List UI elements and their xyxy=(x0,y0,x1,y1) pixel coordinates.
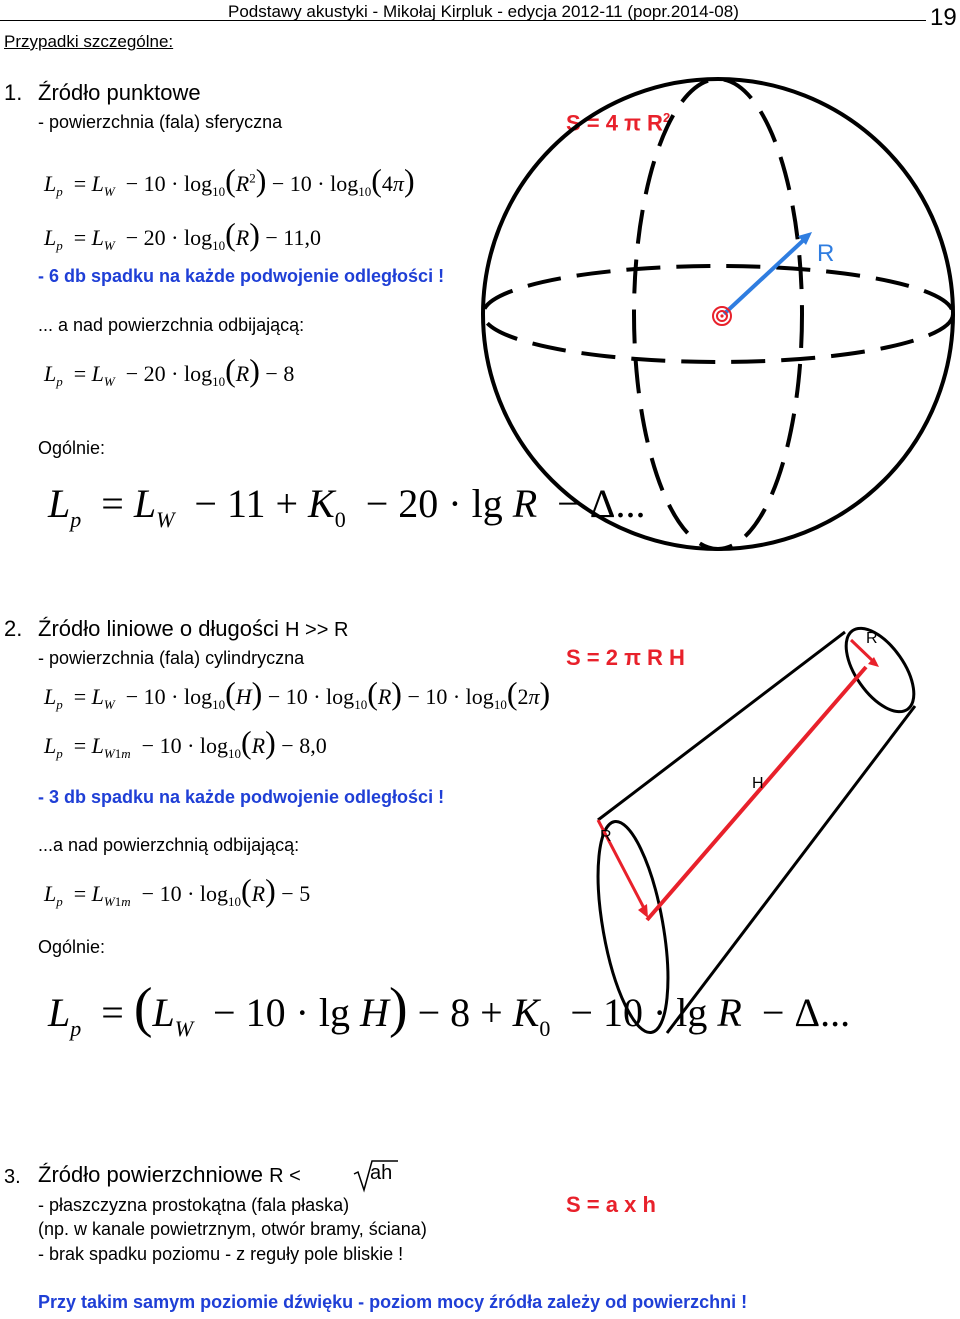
eq1-3-const: 8 xyxy=(283,361,295,386)
section3-no-decay: - brak spadku poziomu - z reguły pole bliskie ! xyxy=(38,1244,404,1264)
section2-title-rest: H >> R xyxy=(285,619,349,641)
eq1-1: $L_p = L_W - 10 \cdot \log_{10}(R^2) - 10 \cdot \log_{10}(4\pi)$ xyxy=(44,162,415,199)
eq2-3-const: 5 xyxy=(299,881,311,906)
running-header: Podstawy akustyki - Mikołaj Kirpluk - edycja 2012-11 (popr.2014-08) xyxy=(228,2,739,21)
cylinder-label-R-top: R xyxy=(866,630,878,647)
eq2-2: $L_p = L_{W1m} - 10 \cdot \log_{10}(R) - 8,0$ xyxy=(44,724,327,761)
eq2-3: $L_p = L_{W1m} - 10 \cdot \log_{10}(R) - 5$ xyxy=(44,872,311,909)
section2-title-text: Źródło liniowe o długości xyxy=(38,616,279,641)
sphere-radius-label: R xyxy=(817,240,835,267)
section3-sqrt-arg: ah xyxy=(370,1162,393,1184)
section2-desc: - powierzchnia (fala) cylindryczna xyxy=(38,648,305,668)
section3-title-rest: R < xyxy=(269,1165,301,1187)
eq1-general: $L_p = L_W - 11 + K_0 - 20 \cdot \lg R - \Delta$... xyxy=(48,481,646,532)
section1-area-exp: 2 xyxy=(662,110,671,125)
section1-area-text: S = 4 π R xyxy=(566,110,663,136)
section1-title: Źródło punktowe xyxy=(38,80,201,105)
section3-example: (np. w kanale powietrznym, otwór bramy, ściana) xyxy=(38,1219,427,1239)
section3-title-text: Źródło powierzchniowe xyxy=(38,1162,263,1187)
section3-number: 3. xyxy=(4,1166,21,1188)
eq1-2: $L_p = L_W - 20 \cdot \log_{10}(R) - 11,0$ xyxy=(44,216,321,253)
section1-reflect: ... a nad powierzchnia odbijającą: xyxy=(38,315,305,335)
section1-number: 1. xyxy=(4,80,23,105)
section2-general: Ogólnie: xyxy=(38,937,106,957)
eq2-general: $L_p = (L_W - 10 \cdot \lg H) - 8 + K_0 - 10 \cdot \lg R - \Delta$... xyxy=(48,977,851,1041)
eq2-1: $L_p = L_W - 10 \cdot \log_{10}(H) - 10 \cdot \log_{10}(R) - 10 \cdot \log_{10}(2\pi)$ xyxy=(44,675,551,712)
intro-heading: Przypadki szczególne: xyxy=(4,32,174,51)
section1-desc: - powierzchnia (fala) sferyczna xyxy=(38,112,283,132)
section2-number: 2. xyxy=(4,616,23,641)
cylinder-label-H: H xyxy=(752,775,764,792)
section2-area: S = 2 π R H xyxy=(566,645,685,670)
section2-note-db: - 3 db spadku na każde podwojenie odległości ! xyxy=(38,787,445,807)
section3-desc: - płaszczyzna prostokątna (fala płaska) xyxy=(38,1195,350,1215)
section3-area: S = a x h xyxy=(566,1192,656,1217)
section3-conclusion: Przy takim samym poziomie dźwięku - poziom mocy źródła zależy od powierzchni ! xyxy=(38,1292,748,1312)
cylinder-label-R-left: R xyxy=(600,828,612,845)
eq2-2-const: 8,0 xyxy=(299,733,327,758)
section1-general: Ogólnie: xyxy=(38,438,106,458)
page-number: 19 xyxy=(930,4,957,31)
section2-reflect: ...a nad powierzchnią odbijającą: xyxy=(38,835,300,855)
section1-note-db: - 6 db spadku na każde podwojenie odległości ! xyxy=(38,266,445,286)
eq1-3: $L_p = L_W - 20 \cdot \log_{10}(R) - 8$ xyxy=(44,352,295,389)
